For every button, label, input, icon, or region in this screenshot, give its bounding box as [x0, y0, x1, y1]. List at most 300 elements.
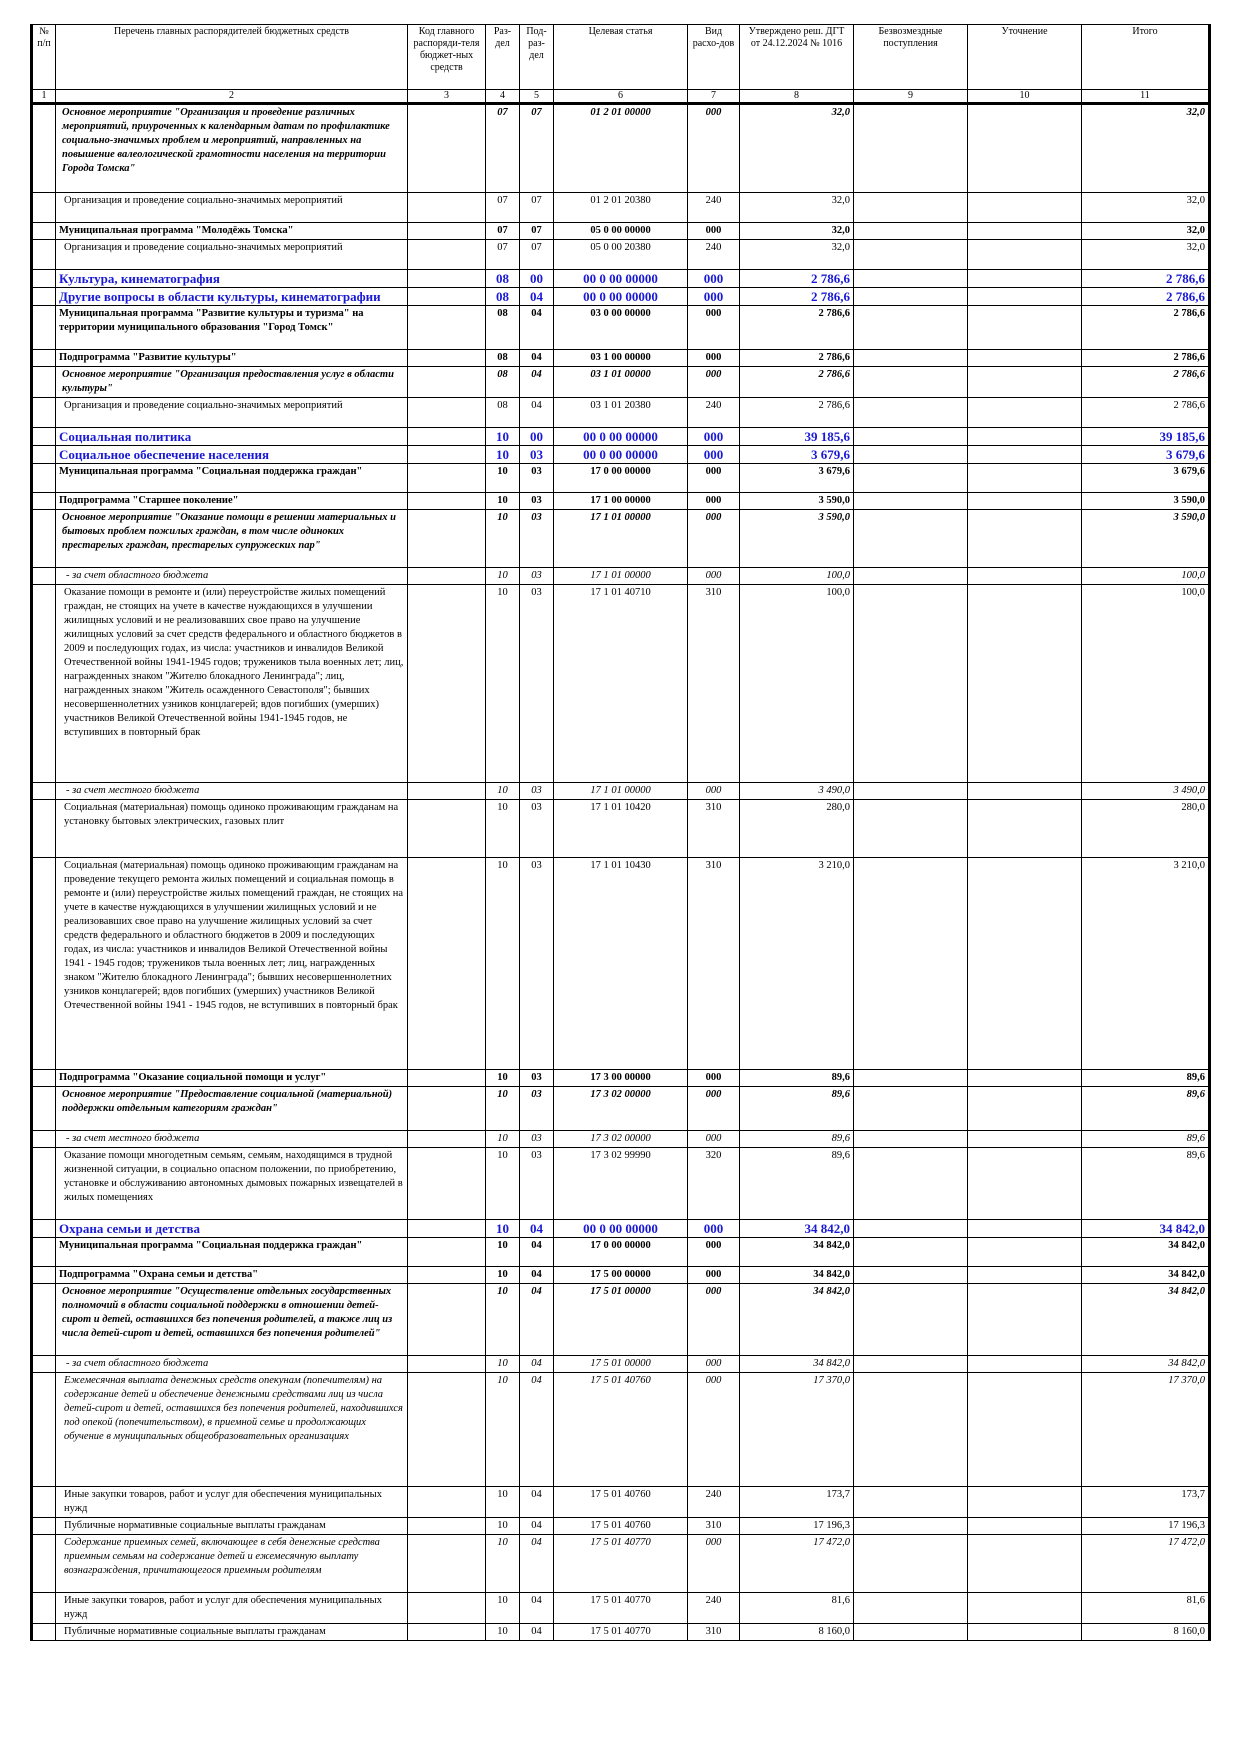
cell-approved: 3 590,0: [740, 510, 854, 568]
cell-approved: 17 370,0: [740, 1373, 854, 1487]
cell-subsection: 03: [520, 1070, 554, 1087]
cell-subsection: 04: [520, 1238, 554, 1267]
cell-subsection: 03: [520, 800, 554, 858]
cell-expense-type: 000: [688, 446, 740, 464]
cell-item-name: Муниципальная программа "Молодёжь Томска": [56, 223, 408, 240]
cell-grants: [854, 1267, 968, 1284]
budget-table: [30, 24, 1211, 1641]
cell-target-article: 00 0 00 00000: [554, 270, 688, 288]
cell-total: 2 786,6: [1082, 350, 1210, 367]
header-expense-type: Вид расхо-дов: [688, 25, 740, 90]
cell-adjustment: [968, 783, 1082, 800]
cell-grants: [854, 193, 968, 223]
cell-total: 3 490,0: [1082, 783, 1210, 800]
cell-total: 3 590,0: [1082, 493, 1210, 510]
cell-distributor-code: [408, 858, 486, 1070]
cell-item-name: Подпрограмма "Оказание социальной помощи и услуг": [56, 1070, 408, 1087]
cell-target-article: 03 1 01 20380: [554, 398, 688, 428]
cell-expense-type: 000: [688, 270, 740, 288]
cell-grants: [854, 104, 968, 193]
cell-expense-type: 000: [688, 1131, 740, 1148]
cell-distributor-code: [408, 510, 486, 568]
cell-total: 100,0: [1082, 568, 1210, 585]
cell-subsection: 03: [520, 568, 554, 585]
cell-approved: 2 786,6: [740, 270, 854, 288]
column-number: 11: [1082, 90, 1210, 104]
cell-target-article: 17 5 01 00000: [554, 1356, 688, 1373]
cell-subsection: 04: [520, 1535, 554, 1593]
cell-adjustment: [968, 350, 1082, 367]
cell-number: [32, 568, 56, 585]
cell-target-article: 00 0 00 00000: [554, 288, 688, 306]
table-row: [32, 1356, 1210, 1373]
table-row: [32, 350, 1210, 367]
cell-item-name: Основное мероприятие "Предоставление социальной (материальной) поддержки отдельным категориям граждан": [56, 1087, 408, 1131]
cell-adjustment: [968, 240, 1082, 270]
cell-expense-type: 310: [688, 858, 740, 1070]
cell-total: 34 842,0: [1082, 1238, 1210, 1267]
cell-grants: [854, 800, 968, 858]
cell-number: [32, 783, 56, 800]
cell-section: 10: [486, 510, 520, 568]
cell-expense-type: 000: [688, 367, 740, 398]
cell-grants: [854, 1131, 968, 1148]
header-distributor-code: Код главного распоряди-теля бюджет-ных средств: [408, 25, 486, 90]
column-number: 10: [968, 90, 1082, 104]
cell-target-article: 17 5 01 40760: [554, 1487, 688, 1518]
cell-grants: [854, 288, 968, 306]
cell-number: [32, 585, 56, 783]
cell-grants: [854, 1238, 968, 1267]
cell-number: [32, 1518, 56, 1535]
cell-section: 10: [486, 585, 520, 783]
cell-adjustment: [968, 510, 1082, 568]
cell-total: 173,7: [1082, 1487, 1210, 1518]
cell-item-name: Организация и проведение социально-значимых мероприятий: [56, 193, 408, 223]
table-row: [32, 1131, 1210, 1148]
table-row: [32, 858, 1210, 1070]
cell-subsection: 04: [520, 1593, 554, 1624]
cell-subsection: 04: [520, 288, 554, 306]
cell-grants: [854, 270, 968, 288]
cell-distributor-code: [408, 783, 486, 800]
cell-section: 10: [486, 858, 520, 1070]
cell-approved: 280,0: [740, 800, 854, 858]
cell-section: 08: [486, 350, 520, 367]
cell-adjustment: [968, 223, 1082, 240]
cell-section: 10: [486, 1373, 520, 1487]
table-row: [32, 1487, 1210, 1518]
cell-target-article: 17 1 01 10420: [554, 800, 688, 858]
cell-number: [32, 306, 56, 350]
table-row: [32, 464, 1210, 493]
table-row: [32, 446, 1210, 464]
cell-subsection: 07: [520, 193, 554, 223]
cell-distributor-code: [408, 1593, 486, 1624]
cell-total: 17 370,0: [1082, 1373, 1210, 1487]
table-row: [32, 1518, 1210, 1535]
cell-total: 81,6: [1082, 1593, 1210, 1624]
cell-target-article: 17 0 00 00000: [554, 464, 688, 493]
cell-number: [32, 800, 56, 858]
cell-number: [32, 1148, 56, 1220]
cell-distributor-code: [408, 493, 486, 510]
cell-grants: [854, 1148, 968, 1220]
cell-approved: 8 160,0: [740, 1624, 854, 1641]
cell-adjustment: [968, 858, 1082, 1070]
cell-total: 280,0: [1082, 800, 1210, 858]
cell-distributor-code: [408, 1356, 486, 1373]
cell-adjustment: [968, 1131, 1082, 1148]
cell-item-name: Подпрограмма "Охрана семьи и детства": [56, 1267, 408, 1284]
column-number: 7: [688, 90, 740, 104]
cell-approved: 32,0: [740, 240, 854, 270]
table-row: [32, 493, 1210, 510]
cell-expense-type: 000: [688, 510, 740, 568]
table-row: [32, 783, 1210, 800]
cell-total: 34 842,0: [1082, 1267, 1210, 1284]
cell-number: [32, 858, 56, 1070]
table-row: [32, 585, 1210, 783]
cell-adjustment: [968, 1238, 1082, 1267]
cell-subsection: 03: [520, 858, 554, 1070]
cell-approved: 89,6: [740, 1131, 854, 1148]
cell-expense-type: 000: [688, 1267, 740, 1284]
cell-number: [32, 1535, 56, 1593]
cell-adjustment: [968, 104, 1082, 193]
cell-section: 08: [486, 270, 520, 288]
cell-section: 07: [486, 223, 520, 240]
cell-approved: 3 210,0: [740, 858, 854, 1070]
cell-item-name: Социальное обеспечение населения: [56, 446, 408, 464]
cell-item-name: Подпрограмма "Старшее поколение": [56, 493, 408, 510]
cell-grants: [854, 428, 968, 446]
header-number: № п/п: [32, 25, 56, 90]
cell-target-article: 17 0 00 00000: [554, 1238, 688, 1267]
header-target-article: Целевая статья: [554, 25, 688, 90]
cell-adjustment: [968, 1284, 1082, 1356]
cell-total: 34 842,0: [1082, 1356, 1210, 1373]
cell-subsection: 04: [520, 1284, 554, 1356]
cell-section: 10: [486, 493, 520, 510]
cell-distributor-code: [408, 306, 486, 350]
cell-target-article: 17 1 00 00000: [554, 493, 688, 510]
column-number: 4: [486, 90, 520, 104]
cell-section: 08: [486, 398, 520, 428]
table-row: [32, 1238, 1210, 1267]
cell-number: [32, 104, 56, 193]
cell-section: 10: [486, 1220, 520, 1238]
cell-distributor-code: [408, 1087, 486, 1131]
cell-section: 10: [486, 446, 520, 464]
cell-subsection: 03: [520, 585, 554, 783]
cell-subsection: 00: [520, 270, 554, 288]
table-row: [32, 1220, 1210, 1238]
cell-subsection: 03: [520, 783, 554, 800]
cell-total: 89,6: [1082, 1131, 1210, 1148]
cell-expense-type: 000: [688, 1284, 740, 1356]
cell-item-name: Публичные нормативные социальные выплаты гражданам: [56, 1624, 408, 1641]
cell-item-name: Организация и проведение социально-значимых мероприятий: [56, 398, 408, 428]
table-row: [32, 510, 1210, 568]
cell-grants: [854, 367, 968, 398]
cell-item-name: Основное мероприятие "Осуществление отдельных государственных полномочий в области социальной поддержки в отношении детей-сирот и детей, оставшихся без попечения родителей, а также лиц из числа детей-сирот и детей, оставшихся без попечения родителей": [56, 1284, 408, 1356]
cell-expense-type: 000: [688, 104, 740, 193]
cell-section: 07: [486, 193, 520, 223]
cell-approved: 34 842,0: [740, 1267, 854, 1284]
table-row: [32, 1267, 1210, 1284]
cell-target-article: 17 3 02 99990: [554, 1148, 688, 1220]
cell-adjustment: [968, 1518, 1082, 1535]
cell-total: 2 786,6: [1082, 306, 1210, 350]
cell-item-name: Культура, кинематография: [56, 270, 408, 288]
cell-approved: 32,0: [740, 193, 854, 223]
cell-expense-type: 000: [688, 568, 740, 585]
table-row: [32, 1624, 1210, 1641]
cell-section: 08: [486, 306, 520, 350]
cell-target-article: 17 5 01 40770: [554, 1535, 688, 1593]
cell-approved: 89,6: [740, 1087, 854, 1131]
cell-item-name: Социальная (материальная) помощь одиноко проживающим гражданам на проведение текущего ремонта жилых помещений и социальная помощь в ремонте и (или) переустройстве жилых помещений граждан, не стоящих на учете в качестве нуждающихся в улучшении жилищных условий и не реализовавших свое право на улучшение жилищных условий за счет средств федерального и областного бюджетов в 2009 и последующих годах, из числа: участников и инвалидов Великой Отечественной войны 1941 - 1945 годов; тружеников тыла военных лет; лиц, награжденных знаком "Жителю блокадного Ленинграда"; бывших несовершеннолетних узников концлагерей; вдов погибших (умерших) участников Великой Отечественной войны 1941 - 1945 годов, не вступивших в повторный брак: [56, 858, 408, 1070]
cell-number: [32, 510, 56, 568]
cell-expense-type: 000: [688, 350, 740, 367]
cell-distributor-code: [408, 1373, 486, 1487]
cell-grants: [854, 350, 968, 367]
cell-distributor-code: [408, 193, 486, 223]
table-row: [32, 568, 1210, 585]
cell-item-name: Основное мероприятие "Организация предоставления услуг в области культуры": [56, 367, 408, 398]
header-distributors: Перечень главных распорядителей бюджетных средств: [56, 25, 408, 90]
cell-expense-type: 240: [688, 1593, 740, 1624]
cell-adjustment: [968, 1356, 1082, 1373]
cell-item-name: Муниципальная программа "Развитие культуры и туризма" на территории муниципального образования "Город Томск": [56, 306, 408, 350]
cell-grants: [854, 568, 968, 585]
cell-approved: 89,6: [740, 1148, 854, 1220]
cell-section: 10: [486, 568, 520, 585]
cell-expense-type: 310: [688, 585, 740, 783]
cell-target-article: 17 1 01 00000: [554, 510, 688, 568]
cell-expense-type: 000: [688, 1238, 740, 1267]
cell-target-article: 17 3 00 00000: [554, 1070, 688, 1087]
cell-grants: [854, 1070, 968, 1087]
cell-total: 2 786,6: [1082, 270, 1210, 288]
column-number: 5: [520, 90, 554, 104]
cell-number: [32, 223, 56, 240]
cell-target-article: 17 1 01 10430: [554, 858, 688, 1070]
column-number: 6: [554, 90, 688, 104]
cell-approved: 2 786,6: [740, 398, 854, 428]
cell-total: 2 786,6: [1082, 367, 1210, 398]
cell-approved: 39 185,6: [740, 428, 854, 446]
column-number-row: [32, 90, 1210, 104]
header-total: Итого: [1082, 25, 1210, 90]
cell-subsection: 04: [520, 1220, 554, 1238]
cell-section: 10: [486, 1267, 520, 1284]
cell-total: 32,0: [1082, 240, 1210, 270]
cell-subsection: 04: [520, 398, 554, 428]
cell-section: 10: [486, 1087, 520, 1131]
cell-expense-type: 000: [688, 1070, 740, 1087]
cell-approved: 32,0: [740, 104, 854, 193]
cell-grants: [854, 240, 968, 270]
cell-item-name: Социальная политика: [56, 428, 408, 446]
cell-grants: [854, 783, 968, 800]
cell-distributor-code: [408, 1487, 486, 1518]
cell-item-name: Социальная (материальная) помощь одиноко проживающим гражданам на установку бытовых электрических, газовых плит: [56, 800, 408, 858]
header-adjustment: Уточнение: [968, 25, 1082, 90]
cell-subsection: 04: [520, 1487, 554, 1518]
header-approved: Утверждено реш. ДГТ от 24.12.2024 № 1016: [740, 25, 854, 90]
cell-grants: [854, 1373, 968, 1487]
cell-grants: [854, 1356, 968, 1373]
cell-item-name: Охрана семьи и детства: [56, 1220, 408, 1238]
cell-distributor-code: [408, 1131, 486, 1148]
cell-section: 10: [486, 1487, 520, 1518]
cell-section: 10: [486, 800, 520, 858]
cell-number: [32, 428, 56, 446]
cell-expense-type: 310: [688, 1518, 740, 1535]
cell-number: [32, 1070, 56, 1087]
cell-distributor-code: [408, 568, 486, 585]
cell-target-article: 17 5 01 00000: [554, 1284, 688, 1356]
cell-adjustment: [968, 446, 1082, 464]
cell-adjustment: [968, 1267, 1082, 1284]
cell-item-name: Иные закупки товаров, работ и услуг для обеспечения муниципальных нужд: [56, 1593, 408, 1624]
cell-section: 07: [486, 240, 520, 270]
cell-number: [32, 1220, 56, 1238]
cell-expense-type: 000: [688, 493, 740, 510]
cell-number: [32, 1624, 56, 1641]
cell-grants: [854, 398, 968, 428]
column-number: 1: [32, 90, 56, 104]
cell-item-name: Ежемесячная выплата денежных средств опекунам (попечителям) на содержание детей и обеспечение денежными средствами лиц из числа детей-сирот и детей, оставшихся без попечения родителей, находившихся под опекой (попечительством), в приемной семье и продолжающих обучение в муниципальных общеобразовательных организациях: [56, 1373, 408, 1487]
cell-approved: 3 490,0: [740, 783, 854, 800]
cell-number: [32, 1356, 56, 1373]
cell-section: 10: [486, 1593, 520, 1624]
cell-approved: 34 842,0: [740, 1220, 854, 1238]
cell-target-article: 17 1 01 40710: [554, 585, 688, 783]
cell-total: 17 196,3: [1082, 1518, 1210, 1535]
cell-approved: 2 786,6: [740, 288, 854, 306]
header-subsection: Под-раз-дел: [520, 25, 554, 90]
cell-number: [32, 270, 56, 288]
cell-approved: 89,6: [740, 1070, 854, 1087]
cell-adjustment: [968, 1148, 1082, 1220]
cell-approved: 3 590,0: [740, 493, 854, 510]
cell-grants: [854, 464, 968, 493]
cell-item-name: Оказание помощи многодетным семьям, семьям, находящимся в трудной жизненной ситуации, в социально опасном положении, по приобретению, установке и обслуживанию автономных дымовых пожарных извещателей в жилых помещениях: [56, 1148, 408, 1220]
cell-number: [32, 1267, 56, 1284]
cell-target-article: 17 3 02 00000: [554, 1131, 688, 1148]
cell-section: 10: [486, 1624, 520, 1641]
cell-subsection: 04: [520, 367, 554, 398]
table-row: [32, 1535, 1210, 1593]
cell-adjustment: [968, 1535, 1082, 1593]
cell-item-name: - за счет областного бюджета: [56, 568, 408, 585]
cell-subsection: 07: [520, 223, 554, 240]
cell-number: [32, 1131, 56, 1148]
cell-target-article: 03 1 00 00000: [554, 350, 688, 367]
cell-grants: [854, 446, 968, 464]
cell-grants: [854, 858, 968, 1070]
cell-target-article: 17 1 01 00000: [554, 568, 688, 585]
column-number: 3: [408, 90, 486, 104]
cell-expense-type: 000: [688, 1535, 740, 1593]
cell-expense-type: 240: [688, 398, 740, 428]
cell-expense-type: 320: [688, 1148, 740, 1220]
cell-adjustment: [968, 1593, 1082, 1624]
cell-item-name: Основное мероприятие "Оказание помощи в решении материальных и бытовых проблем пожилых граждан, в том числе одиноких престарелых граждан, престарелых супружеских пар": [56, 510, 408, 568]
cell-subsection: 03: [520, 446, 554, 464]
cell-section: 10: [486, 1284, 520, 1356]
cell-target-article: 05 0 00 00000: [554, 223, 688, 240]
cell-subsection: 03: [520, 493, 554, 510]
cell-total: 2 786,6: [1082, 288, 1210, 306]
cell-target-article: 01 2 01 00000: [554, 104, 688, 193]
table-body: [32, 25, 1210, 1641]
cell-section: 10: [486, 783, 520, 800]
table-row: [32, 367, 1210, 398]
cell-total: 3 590,0: [1082, 510, 1210, 568]
cell-approved: 3 679,6: [740, 446, 854, 464]
cell-grants: [854, 223, 968, 240]
table-row: [32, 800, 1210, 858]
cell-number: [32, 240, 56, 270]
cell-section: 10: [486, 1131, 520, 1148]
cell-target-article: 00 0 00 00000: [554, 446, 688, 464]
table-row: [32, 1087, 1210, 1131]
cell-approved: 2 786,6: [740, 350, 854, 367]
cell-subsection: 03: [520, 1148, 554, 1220]
cell-target-article: 17 5 01 40770: [554, 1624, 688, 1641]
cell-target-article: 00 0 00 00000: [554, 1220, 688, 1238]
cell-subsection: 03: [520, 510, 554, 568]
cell-approved: 17 196,3: [740, 1518, 854, 1535]
cell-total: 17 472,0: [1082, 1535, 1210, 1593]
cell-adjustment: [968, 1487, 1082, 1518]
cell-target-article: 03 1 01 00000: [554, 367, 688, 398]
cell-number: [32, 367, 56, 398]
cell-target-article: 17 5 01 40760: [554, 1373, 688, 1487]
cell-distributor-code: [408, 288, 486, 306]
cell-grants: [854, 1087, 968, 1131]
cell-section: 10: [486, 1535, 520, 1593]
cell-total: 89,6: [1082, 1070, 1210, 1087]
cell-expense-type: 240: [688, 240, 740, 270]
cell-target-article: 00 0 00 00000: [554, 428, 688, 446]
cell-section: 10: [486, 464, 520, 493]
cell-number: [32, 464, 56, 493]
table-row: [32, 193, 1210, 223]
cell-approved: 32,0: [740, 223, 854, 240]
header-section: Раз-дел: [486, 25, 520, 90]
cell-approved: 81,6: [740, 1593, 854, 1624]
cell-total: 8 160,0: [1082, 1624, 1210, 1641]
cell-number: [32, 193, 56, 223]
column-number: 9: [854, 90, 968, 104]
cell-approved: 17 472,0: [740, 1535, 854, 1593]
cell-total: 34 842,0: [1082, 1220, 1210, 1238]
cell-item-name: Иные закупки товаров, работ и услуг для обеспечения муниципальных нужд: [56, 1487, 408, 1518]
cell-expense-type: 000: [688, 306, 740, 350]
table-row: [32, 306, 1210, 350]
cell-section: 08: [486, 367, 520, 398]
cell-adjustment: [968, 428, 1082, 446]
table-row: [32, 428, 1210, 446]
cell-grants: [854, 493, 968, 510]
column-number: 8: [740, 90, 854, 104]
cell-distributor-code: [408, 1518, 486, 1535]
